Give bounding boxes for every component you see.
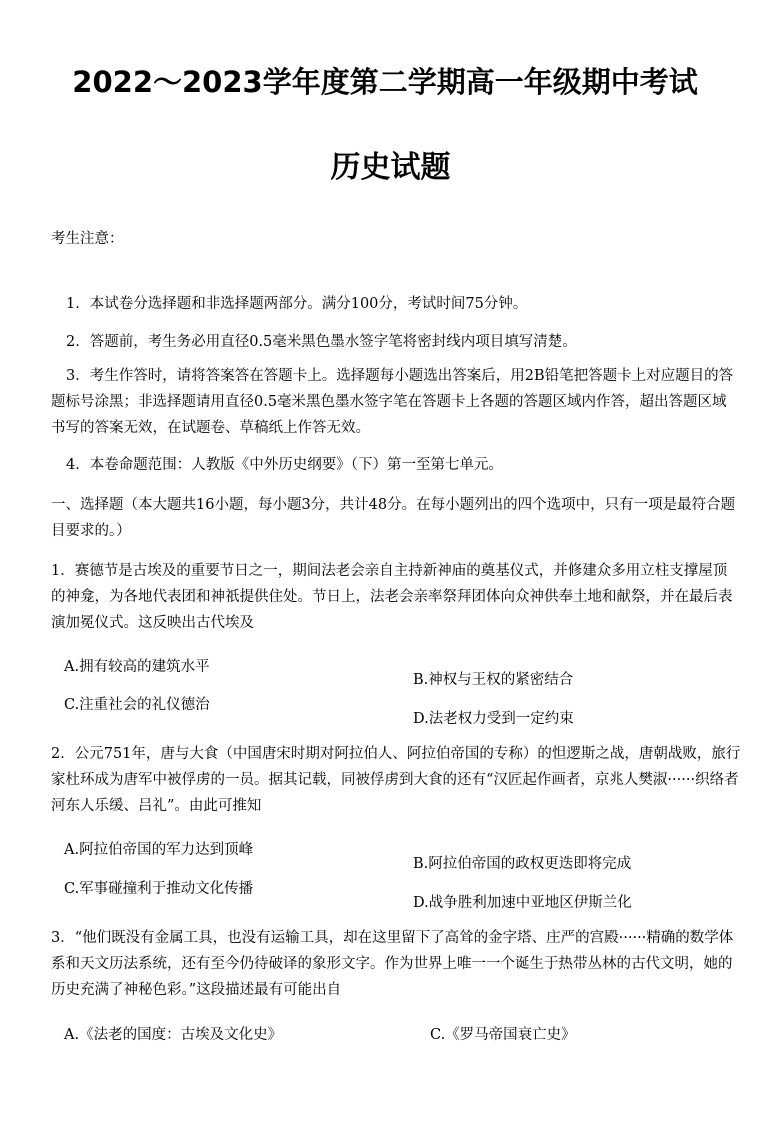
question-1-stem: 1．赛德节是古埃及的重要节日之一，期间法老会亲自主持新神庙的奠基仪式，并修建众多用立柱支撑屋顶的神龛，为各地代表团和神祇提供住处。节日上，法老会亲率祭拜团体向众神供奉土地和献祭，并在最后表演加冕仪式。这反映出古代埃及: [51, 563, 733, 631]
question-1-option-d: D.法老权力受到一定约束: [413, 711, 574, 727]
notice-heading: 考生注意：: [51, 231, 124, 247]
question-2-stem: 2．公元751年，唐与大食（中国唐宋时期对阿拉伯人、阿拉伯帝国的专称）的怛逻斯之战，唐朝战败，旅行家杜环成为唐军中被俘虏的一员。据其记载，同被俘虏到大食的还有“汉匠起作画者，京兆人樊淑······织络者河东人乐缓、吕礼”。由此可推知: [51, 746, 741, 814]
notice-item-2: 2．答题前，考生务必用直径0.5毫米黑色墨水签字笔将密封线内项目填写清楚。: [66, 334, 577, 350]
notice-item-4: 4．本卷命题范围：人教版《中外历史纲要》（下）第一至第七单元。: [66, 457, 503, 473]
question-2-option-a: A.阿拉伯帝国的军力达到顶峰: [64, 842, 254, 858]
notice-item-3: 3．考生作答时，请将答案答在答题卡上。选择题每小题选出答案后，用2B铅笔把答题卡上对应题目的答题标号涂黑；非选择题请用直径0.5毫米黑色墨水签字笔在答题卡上各题的答题区域内作答，超出答题区域书写的答案无效，在试题卷、草稿纸上作答无效。: [51, 368, 734, 436]
question-3-stem: 3．“他们既没有金属工具，也没有运输工具，却在这里留下了高耸的金字塔、庄严的宫殿······精确的数学体系和天文历法系统，还有至今仍待破译的象形文字。作为世界上唯一一个诞生于热带丛林的古代文明，她的历史充满了神秘色彩。”这段描述最有可能出自: [51, 930, 734, 998]
exam-title: 2022～2023学年度第二学期高一年级期中考试: [72, 65, 698, 99]
question-3-option-c: C.《罗马帝国衰亡史》: [430, 1027, 576, 1043]
question-2-option-c: C.军事碰撞利于推动文化传播: [64, 881, 254, 897]
question-3-option-a: A.《法老的国度：古埃及文化史》: [64, 1027, 283, 1043]
question-2-option-b: B.阿拉伯帝国的政权更迭即将完成: [413, 856, 632, 872]
exam-subject-title: 历史试题: [330, 150, 451, 185]
notice-item-1: 1．本试卷分选择题和非选择题两部分。满分100分，考试时间75分钟。: [66, 296, 528, 312]
question-1-option-c: C.注重社会的礼仪德治: [64, 697, 210, 713]
section-intro: 一、选择题（本大题共16小题，每小题3分，共计48分。在每小题列出的四个选项中，只有一项是最符合题目要求的。）: [51, 497, 736, 539]
question-1-option-b: B.神权与王权的紧密结合: [413, 672, 574, 688]
question-1-option-a: A.拥有较高的建筑水平: [64, 659, 210, 675]
question-2-option-d: D.战争胜利加速中亚地区伊斯兰化: [413, 895, 632, 911]
